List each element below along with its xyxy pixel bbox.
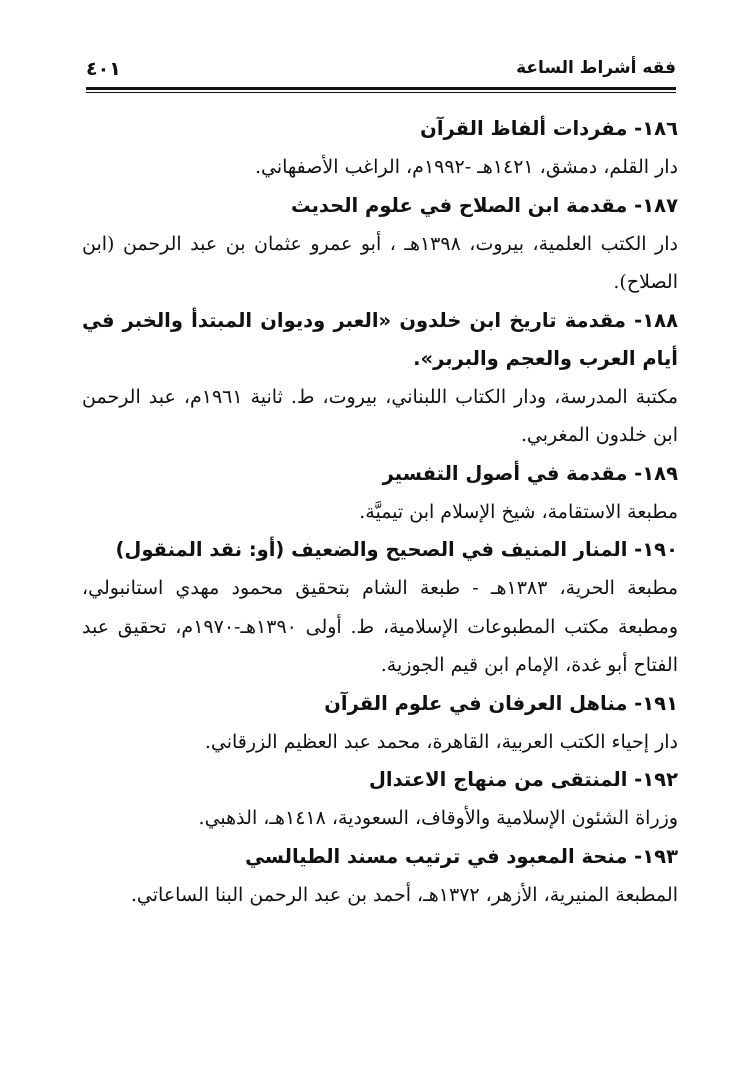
entry-title: ١٩٣- منحة المعبود في ترتيب مسند الطيالسي xyxy=(245,844,678,868)
running-header-title: فقه أشراط الساعة xyxy=(516,58,676,78)
entry-publication-info: دار القلم، دمشق، ١٤٢١هـ -١٩٩٢م، الراغب الأصفهاني. xyxy=(254,156,678,178)
entry-publication-info: مطبعة الاستقامة، شيخ الإسلام ابن تيميَّة. xyxy=(359,500,678,523)
header-divider xyxy=(86,87,676,93)
entry-publication-info: مكتبة المدرسة، ودار الكتاب اللبناني، بيروت، ط. ثانية ١٩٦١م، عبد الرحمن ابن خلدون المغربي. xyxy=(82,385,679,446)
bibliography-entry xyxy=(82,761,678,838)
bibliography-list xyxy=(82,110,678,914)
bibliography-entry xyxy=(82,531,678,685)
entry-title: ١٨٧- مقدمة ابن الصلاح في علوم الحديث xyxy=(290,193,678,217)
bibliography-entry xyxy=(82,685,678,762)
bibliography-entry xyxy=(82,187,678,302)
bibliography-entry xyxy=(82,302,678,455)
bibliography-entry xyxy=(82,110,678,187)
entry-title: ١٩١- مناهل العرفان في علوم القرآن xyxy=(324,691,678,715)
bibliography-entry xyxy=(82,838,678,915)
bibliography-entry xyxy=(82,455,678,532)
entry-title: ١٨٦- مفردات ألفاظ القرآن xyxy=(420,117,678,140)
entry-title: ١٨٩- مقدمة في أصول التفسير xyxy=(382,461,678,485)
entry-publication-info: المطبعة المنيرية، الأزهر، ١٣٧٢هـ، أحمد بن عبد الرحمن البنا الساعاتي. xyxy=(130,883,678,906)
entry-title: ١٩٠- المنار المنيف في الصحيح والضعيف (أو: نقد المنقول) xyxy=(115,538,678,561)
entry-publication-info: مطبعة الحرية، ١٣٨٣هـ - طبعة الشام بتحقيق محمود مهدي استانبولي، ومطبعة مكتب المطبوعات الإسلامية، ط. أولى ١٣٩٠هـ-١٩٧٠م، تحقيق عبد الفتاح أبو غدة، الإمام ابن قيم الجوزية. xyxy=(82,577,678,676)
page-number: ٤٠١ xyxy=(86,58,121,80)
page-header xyxy=(86,56,676,86)
entry-publication-info: دار إحياء الكتب العربية، القاهرة، محمد عبد العظيم الزرقاني. xyxy=(204,730,678,753)
entry-title: ١٨٨- مقدمة تاريخ ابن خلدون «العبر وديوان المبتدأ والخبر في أيام العرب والعجم والبربر». xyxy=(82,308,678,370)
entry-publication-info: وزراة الشئون الإسلامية والأوقاف، السعودية، ١٤١٨هـ، الذهبي. xyxy=(198,807,678,829)
entry-publication-info: دار الكتب العلمية، بيروت، ١٣٩٨هـ ، أبو عمرو عثمان بن عبد الرحمن (ابن الصلاح). xyxy=(82,232,678,293)
entry-title: ١٩٢- المنتقى من منهاج الاعتدال xyxy=(369,768,678,791)
